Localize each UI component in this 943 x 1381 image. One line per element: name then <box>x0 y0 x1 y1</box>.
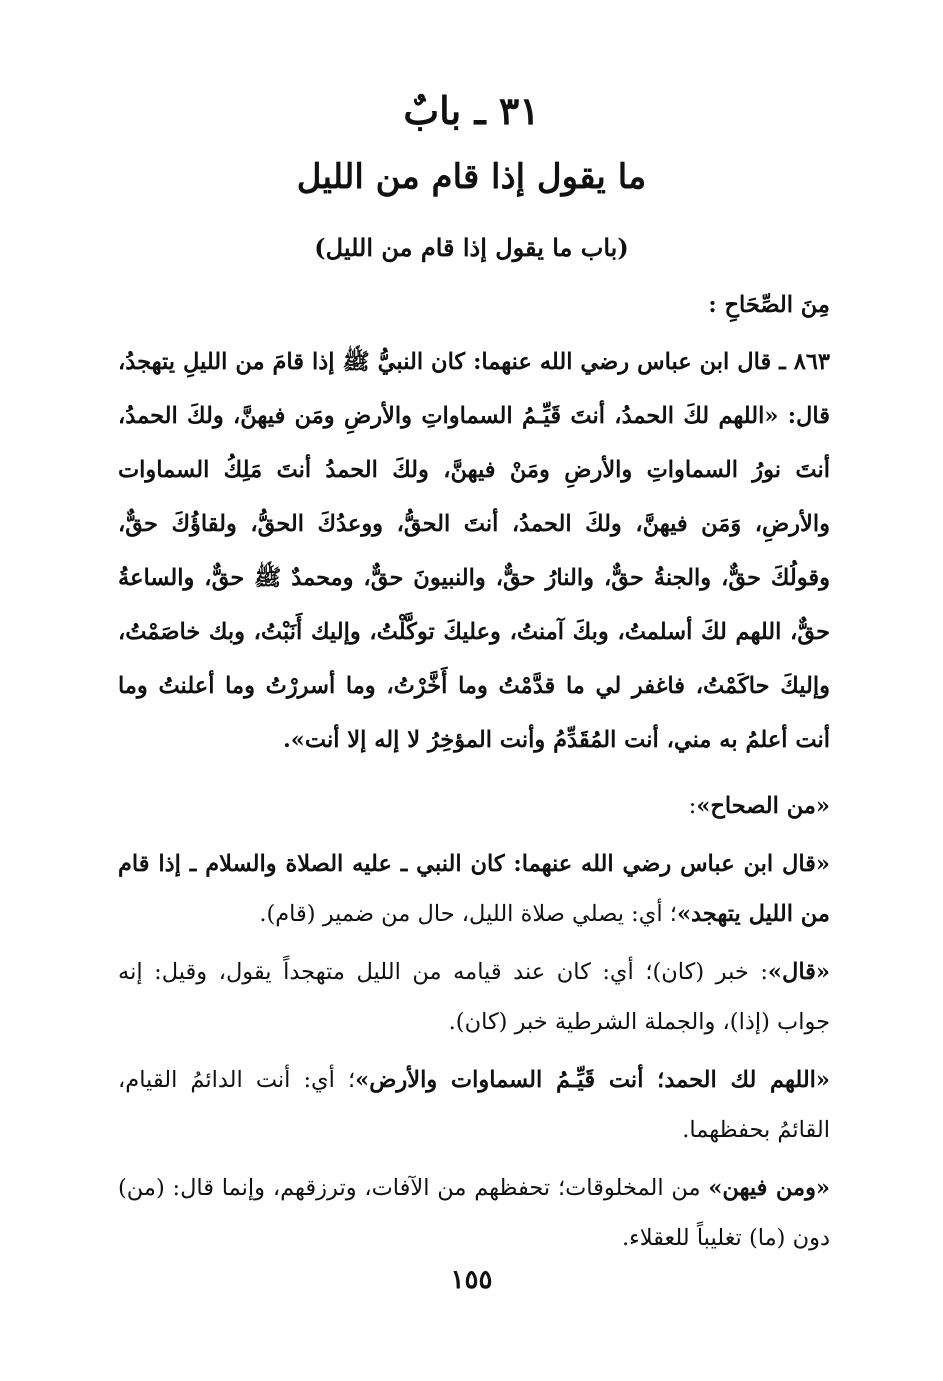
chapter-title: ما يقول إذا قام من الليل <box>296 157 647 197</box>
commentary-paragraph <box>118 1163 830 1263</box>
commentary-text: ؛ أي: أنت الدائمُ القيام، القائمُ بحفظهما. <box>118 1067 830 1143</box>
commentary-text: : <box>688 793 697 819</box>
commentary-paragraph <box>118 947 830 1047</box>
commentary-lead: «قال» <box>767 959 830 985</box>
commentary-text: : خبر (كان)؛ أي: كان عند قيامه من الليل متهجداً يقول، وقيل: إنه جواب (إذا)، والجملة الشرطية خبر (كان). <box>118 959 830 1035</box>
chapter-sub-heading: (باب ما يقول إذا قام من الليل) <box>314 233 629 262</box>
commentary-text: من المخلوقات؛ تحفظهم من الآفات، وترزقهم، وإنما قال: (من) دون (ما) تغليباً للعقلاء. <box>118 1175 830 1251</box>
commentary-text: ؛ أي: يصلي صلاة الليل، حال من ضمير (قام). <box>259 901 677 927</box>
commentary-paragraph <box>118 781 830 831</box>
commentary-lead: «قال ابن عباس رضي الله عنهما: كان النبي ـ عليه الصلاة والسلام ـ إذا قام من الليل يتهجد» <box>118 851 830 927</box>
chapter-number: ٣١ ـ بابٌ <box>403 88 540 133</box>
commentary-lead: «ومن فيهن» <box>708 1175 830 1201</box>
commentary-paragraph <box>118 1055 830 1155</box>
page-number: ١٥٥ <box>450 1265 493 1295</box>
commentary-lead: «اللهم لك الحمد؛ أنت قَيِّـمُ السماوات والأرض» <box>355 1067 830 1093</box>
source-label: مِنَ الصِّحَاحِ : <box>708 292 830 318</box>
commentary-paragraph <box>118 839 830 939</box>
body-text <box>118 283 830 1263</box>
hadith-text: ٨٦٣ ـ قال ابن عباس رضي الله عنهما: كان النبيُّ ﷺ إذا قامَ من الليلِ يتهجدُ، قال: «اللهم لكَ الحمدُ، أنتَ قَيِّـمُ السماواتِ والأرضِ ومَن فيهنَّ، ولكَ الحمدُ، أنتَ نورُ السماواتِ والأرضِ ومَنْ فيهنَّ، ولكَ الحمدُ أنتَ مَلِكُ السماوات والأرضِ، وَمَن فيهنَّ، ولكَ الحمدُ، أنتَ الحقُّ، ووعدُكَ الحقُّ، ولقاؤُكَ حقٌّ، وقولُكَ حقٌّ، والجنةُ حقٌّ، والنارُ حقٌّ، والنبيونَ حقٌّ، ومحمدٌ ﷺ حقٌّ، والساعةُ حقٌّ، اللهم لكَ أسلمتُ، وبكَ آمنتُ، وعليكَ توكَّلْتُ، وإليك أَنَبْتُ، وبك خاصَمْتُ، وإليكَ حاكَمْتُ، فاغفر لي ما قدَّمْتُ وما أَخَّرْتُ، وما أسررْتُ وما أعلنتُ وما أنت أعلمُ به مني، أنت المُقَدِّمُ وأنت المؤخِرُ لا إله إلا أنت». <box>118 349 830 753</box>
commentary-lead: «من الصحاح» <box>696 793 830 819</box>
